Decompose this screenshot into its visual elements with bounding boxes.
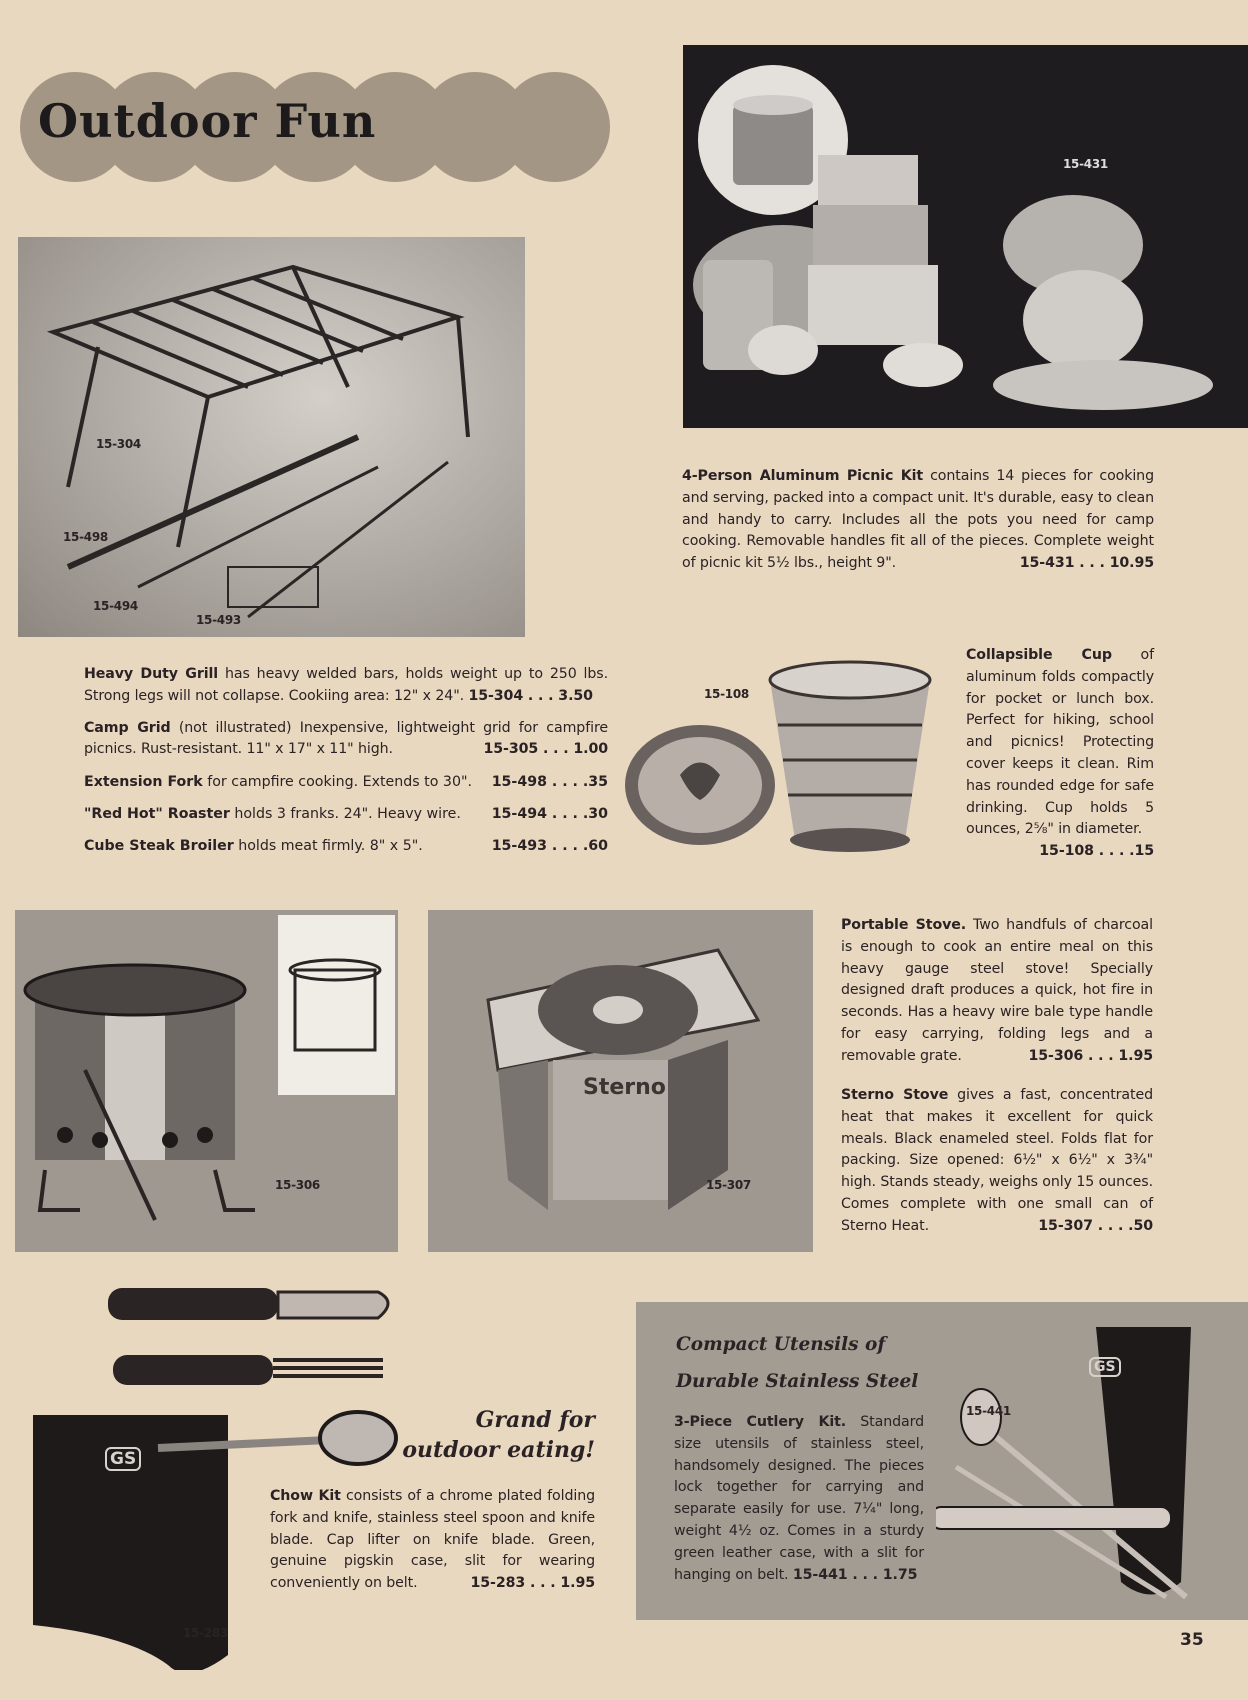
product-name: 3-Piece Cutlery Kit. (674, 1414, 847, 1430)
photo-label: 15-307 (706, 1178, 751, 1192)
product-code-price: 15-108 . . . .15 (1039, 843, 1154, 860)
cutlery-kit-heading (676, 1326, 918, 1400)
product-name: Sterno Stove (841, 1087, 949, 1103)
list-item (84, 664, 608, 708)
gs-badge: GS (105, 1447, 141, 1471)
product-description: consists of a chrome plated folding fork and knife, stainless steel spoon and knife blade. Cap lifter on knife blade. Green, genuine pigskin case, slit for wearing conveniently on belt. (270, 1488, 595, 1592)
product-description: has heavy welded bars, holds weight up to 250 lbs. Strong legs will not collapse. Cookiing area: 12" x 24". (84, 666, 608, 704)
heading-line: Durable Stainless Steel (676, 1371, 919, 1392)
heading-line: Grand for (475, 1407, 595, 1433)
portable-stove-photo (15, 910, 398, 1252)
list-item (84, 718, 608, 762)
product-code-price: 15-306 . . . 1.95 (1028, 1047, 1153, 1064)
photo-label: 15-108 (704, 687, 749, 701)
product-name: Collapsible Cup (966, 647, 1112, 663)
gs-badge: GS (1089, 1357, 1121, 1377)
product-description: Two handfuls of charcoal is enough to cook an entire meal on this heavy gauge steel stove! Specially designed draft produces a quick, hot fire in seconds. Has a heavy wire bale type handle for easy carrying, folding legs and a removable grate. (841, 917, 1153, 1064)
product-name: 4-Person Aluminum Picnic Kit (682, 468, 924, 484)
product-code-price: 15-305 . . . 1.00 (483, 741, 608, 758)
product-name: Extension Fork (84, 774, 203, 791)
product-name: Heavy Duty Grill (84, 666, 219, 682)
product-code-price: 15-307 . . . .50 (1038, 1217, 1153, 1234)
product-description: gives a fast, concentrated heat that makes it excellent for quick meals. Black enameled steel. Folds flat for packing. Size opened: 6½" x 6½" x 3¾" high. Stands steady, weighs only 15 ounces. Comes complete with one small can of Sterno Heat. (841, 1087, 1154, 1234)
cutlery-kit-description (674, 1412, 924, 1586)
picnic-kit-illustration (683, 45, 1248, 428)
chow-kit-illustration (28, 1280, 408, 1670)
product-code-price: 15-441 . . . 1.75 (792, 1566, 918, 1583)
heading-line: Compact Utensils of (676, 1334, 886, 1355)
product-description: holds 3 franks. 24". Heavy wire. (229, 806, 461, 823)
product-description: Standard size utensils of stainless steel, handsomely designed. The pieces lock together for carrying and separate easily for use. 7¼" long, weight 4½ oz. Comes in a sturdy green leather case, with a slit for hanging on belt. (674, 1414, 925, 1583)
product-name: "Red Hot" Roaster (84, 806, 230, 823)
grill-illustration (18, 237, 525, 637)
product-code-price: 15-494 . . . .30 (491, 806, 608, 823)
list-item (84, 771, 608, 793)
sterno-stove-description (841, 1085, 1153, 1238)
heading-line: outdoor eating! (402, 1437, 595, 1463)
product-name: Cube Steak Broiler (84, 838, 234, 855)
sterno-stove-photo (428, 910, 813, 1252)
product-description: holds meat firmly. 8" x 5". (233, 838, 423, 855)
list-item (84, 803, 608, 825)
photo-label: 15-493 (196, 613, 241, 627)
photo-label: 15-441 (966, 1404, 1011, 1418)
photo-label: 15-306 (275, 1178, 320, 1192)
photo-label: 15-283 (183, 1626, 228, 1640)
product-code-price: 15-283 . . . 1.95 (470, 1575, 595, 1592)
picnic-kit-photo (683, 45, 1248, 428)
page-number: 35 (1180, 1630, 1204, 1650)
photo-label: 15-494 (93, 599, 138, 613)
product-code-price: 15-498 . . . .35 (491, 774, 608, 791)
product-name: Camp Grid (84, 719, 171, 736)
chow-kit-heading (380, 1405, 595, 1465)
page-title: Outdoor Fun (38, 94, 377, 148)
product-description: for campfire cooking. Extends to 30". (202, 774, 473, 791)
cup-description (966, 645, 1154, 863)
list-item (84, 835, 608, 857)
grill-photo (18, 237, 525, 637)
product-code-price: 15-304 . . . 3.50 (468, 687, 593, 704)
product-code-price: 15-493 . . . .60 (491, 838, 608, 855)
product-description: contains 14 pieces for cooking and serving, packed into a compact unit. It's durable, easy to clean and handy to carry. Includes all the pots you need for camp cooking. Removable handles fit all of the pieces. Complete weight of picnic kit 5½ lbs., height 9". (682, 468, 1154, 572)
collapsible-cup-illustration (620, 655, 935, 855)
product-name: Portable Stove. (841, 917, 967, 933)
picnic-kit-description (682, 466, 1154, 575)
grill-items-list (84, 664, 608, 867)
portable-stove-illustration (15, 910, 398, 1252)
product-description: (not illustrated) Inexpensive, lightweight grid for campfire picnics. Rust-resistant. 11" x 17" x 11" high. (84, 719, 609, 758)
photo-label: 15-498 (63, 530, 108, 544)
product-name: Chow Kit (270, 1488, 341, 1504)
portable-stove-description (841, 915, 1153, 1068)
photo-label: 15-431 (1063, 157, 1108, 171)
product-code-price: 15-431 . . . 10.95 (1019, 555, 1154, 572)
cutlery-kit-panel (636, 1302, 1248, 1620)
photo-label: 15-304 (96, 437, 141, 451)
product-description: of aluminum folds compactly for pocket or lunch box. Perfect for hiking, school and picnics! Protecting cover keeps it clean. Rim has rounded edge for safe drinking. Cup holds 5 ounces, 2⅝" in diameter. (966, 647, 1154, 838)
chow-kit-description (270, 1486, 595, 1595)
sterno-can-label: Sterno (583, 1075, 666, 1100)
